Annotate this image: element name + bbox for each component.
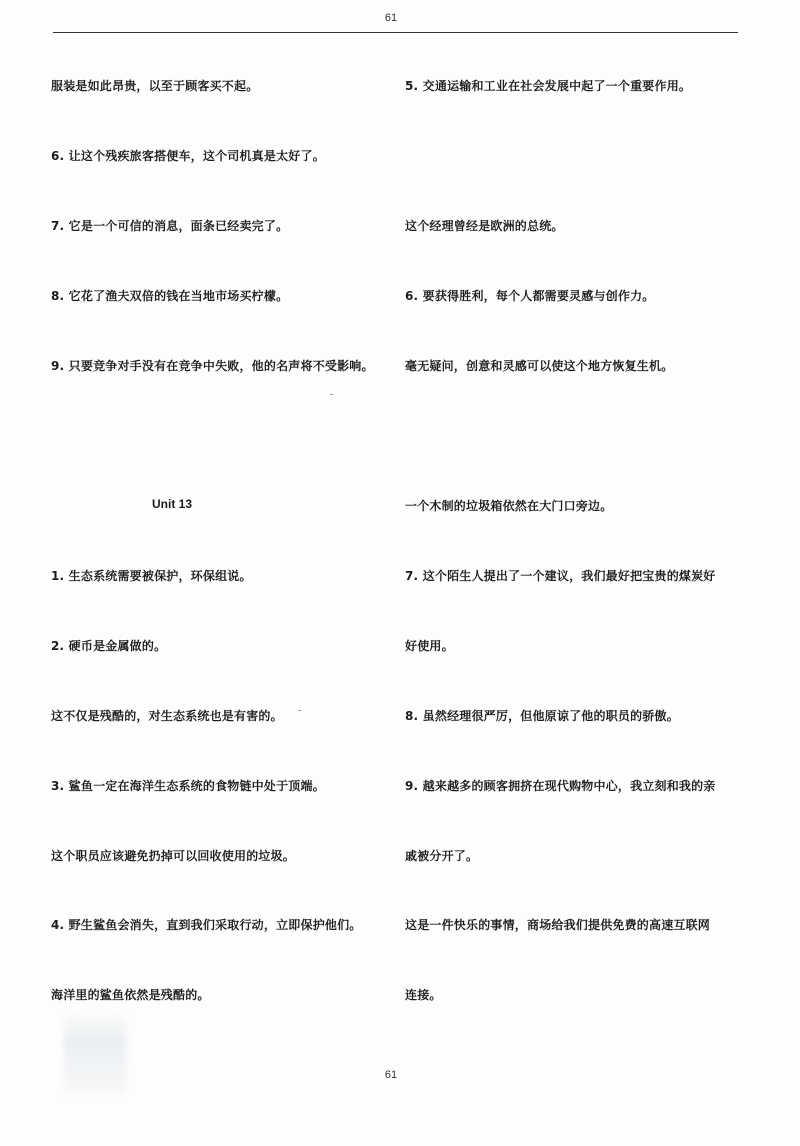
left-line-12: 海洋里的鲨鱼依然是残酷的。 bbox=[51, 988, 210, 1002]
right-line-12: 连接。 bbox=[405, 988, 442, 1002]
right-line-7: 好使用。 bbox=[405, 639, 454, 653]
scan-speck bbox=[298, 710, 301, 711]
left-line-4: 8. 它花了渔夫双倍的钱在当地市场买柠檬。 bbox=[51, 289, 289, 303]
left-line-10: 这个职员应该避免扔掉可以回收使用的垃圾。 bbox=[51, 849, 296, 863]
right-line-9: 9. 越来越多的顾客拥挤在现代购物中心，我立刻和我的亲 bbox=[405, 779, 716, 793]
left-line-9: 3. 鲨鱼一定在海洋生态系统的食物链中处于顶端。 bbox=[51, 779, 325, 793]
right-line-3: 6. 要获得胜利，每个人都需要灵感与创作力。 bbox=[405, 289, 655, 303]
right-line-6: 7. 这个陌生人提出了一个建议，我们最好把宝贵的煤炭好 bbox=[405, 569, 716, 583]
right-line-4: 毫无疑问，创意和灵感可以使这个地方恢复生机。 bbox=[405, 359, 674, 373]
page-number-bottom: 61 bbox=[384, 1069, 398, 1081]
scan-smudge bbox=[64, 1010, 126, 1100]
right-line-10: 戚被分开了。 bbox=[405, 849, 479, 863]
left-line-2: 6. 让这个残疾旅客搭便车，这个司机真是太好了。 bbox=[51, 149, 325, 163]
page-number-top: 61 bbox=[384, 12, 398, 24]
right-line-5: 一个木制的垃圾箱依然在大门口旁边。 bbox=[405, 499, 613, 513]
right-line-1: 5. 交通运输和工业在社会发展中起了一个重要作用。 bbox=[405, 79, 692, 93]
header-rule bbox=[53, 32, 738, 33]
right-line-11: 这是一件快乐的事情，商场给我们提供免费的高速互联网 bbox=[405, 918, 711, 932]
left-line-5: 9. 只要竞争对手没有在竞争中失败，他的名声将不受影响。 bbox=[51, 359, 374, 373]
left-line-1: 服装是如此昂贵，以至于顾客买不起。 bbox=[51, 79, 259, 93]
left-line-8: 这不仅是残酷的，对生态系统也是有害的。 bbox=[51, 709, 283, 723]
scan-speck bbox=[330, 394, 333, 395]
left-line-6: 1. 生态系统需要被保护，环保组说。 bbox=[51, 569, 252, 583]
right-line-8: 8. 虽然经理很严厉，但他原谅了他的职员的骄傲。 bbox=[405, 709, 679, 723]
left-line-11: 4. 野生鲨鱼会消失，直到我们采取行动，立即保护他们。 bbox=[51, 918, 362, 932]
right-line-2: 这个经理曾经是欧洲的总统。 bbox=[405, 219, 564, 233]
left-line-3: 7. 它是一个可信的消息，面条已经卖完了。 bbox=[51, 219, 289, 233]
left-line-7: 2. 硬币是金属做的。 bbox=[51, 639, 167, 653]
unit-heading: Unit 13 bbox=[152, 497, 193, 511]
